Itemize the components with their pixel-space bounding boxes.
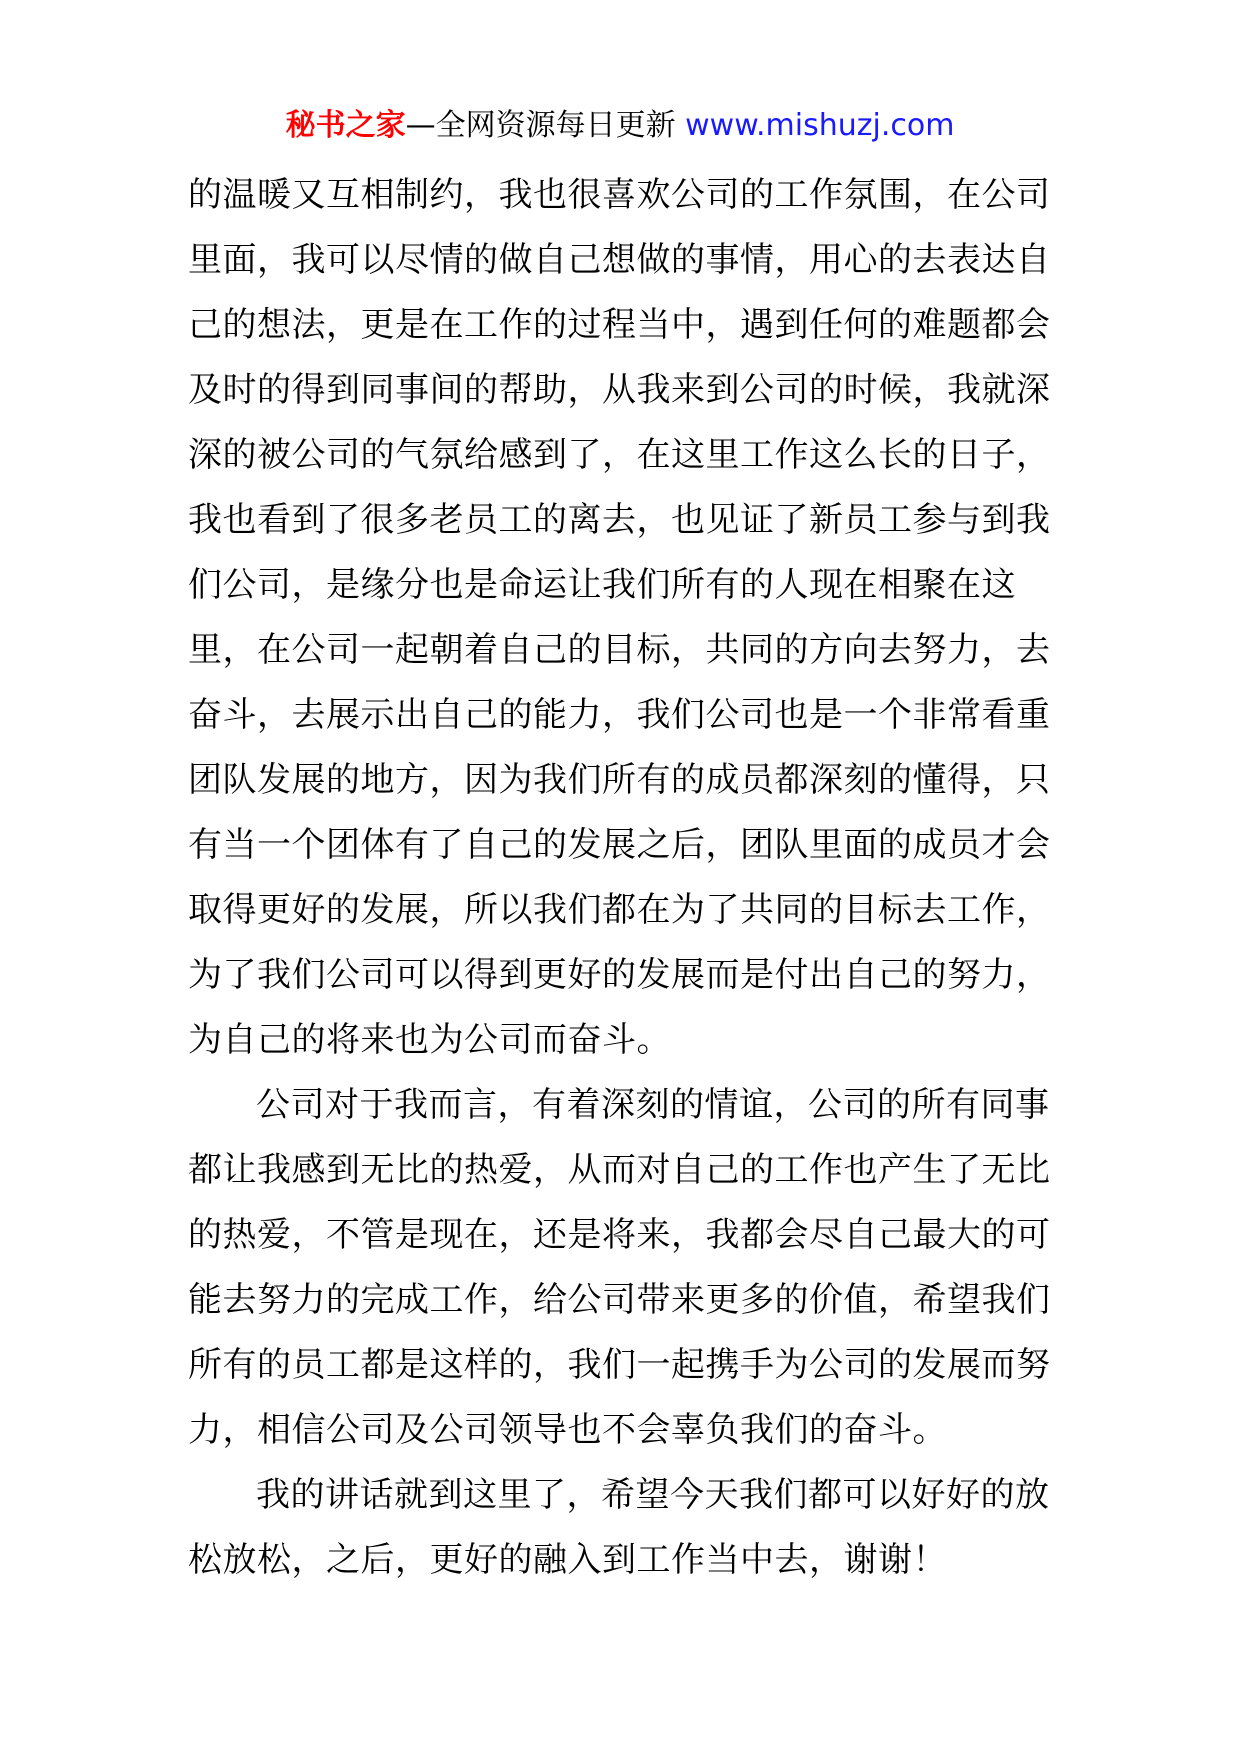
paragraph-1-line: 深的被公司的气氛给感到了，在这里工作这么长的日子， (188, 435, 1051, 475)
paragraph-2-line: 都让我感到无比的热爱，从而对自己的工作也产生了无比 (188, 1150, 1051, 1190)
paragraph-2-line: 公司对于我而言，有着深刻的情谊，公司的所有同事 (256, 1085, 1050, 1125)
paragraph-2-line: 力，相信公司及公司领导也不会辜负我们的奋斗。 (188, 1410, 947, 1450)
header-tagline: —全网资源每日更新 (405, 108, 676, 143)
paragraph-1-line: 团队发展的地方，因为我们所有的成员都深刻的懂得，只 (188, 760, 1051, 800)
paragraph-1-line: 奋斗，去展示出自己的能力，我们公司也是一个非常看重 (188, 695, 1051, 735)
paragraph-1-line: 里面，我可以尽情的做自己想做的事情，用心的去表达自 (188, 240, 1051, 280)
paragraph-1-line: 里，在公司一起朝着自己的目标，共同的方向去努力，去 (188, 630, 1051, 670)
brand-name: 秘书之家 (285, 108, 406, 143)
page-header (0, 104, 1240, 148)
paragraph-1-line: 的温暖又互相制约，我也很喜欢公司的工作氛围，在公司 (188, 175, 1051, 215)
paragraph-2-line: 的热爱，不管是现在，还是将来，我都会尽自己最大的可 (188, 1215, 1051, 1255)
site-url-link[interactable]: www.mishuzj.com (685, 108, 955, 143)
paragraph-3-line: 松放松，之后，更好的融入到工作当中去，谢谢！ (188, 1540, 947, 1580)
paragraph-2-line: 所有的员工都是这样的，我们一起携手为公司的发展而努 (188, 1345, 1051, 1385)
document-body (188, 163, 1063, 1593)
paragraph-1-line: 为自己的将来也为公司而奋斗。 (188, 1020, 671, 1060)
paragraph-1-line: 己的想法，更是在工作的过程当中，遇到任何的难题都会 (188, 305, 1051, 345)
paragraph-1-line: 们公司，是缘分也是命运让我们所有的人现在相聚在这 (188, 565, 1016, 605)
paragraph-2-line: 能去努力的完成工作，给公司带来更多的价值，希望我们 (188, 1280, 1051, 1320)
paragraph-1-line: 我也看到了很多老员工的离去，也见证了新员工参与到我 (188, 500, 1051, 540)
paragraph-1-line: 为了我们公司可以得到更好的发展而是付出自己的努力， (188, 955, 1051, 995)
paragraph-3-line: 我的讲话就到这里了，希望今天我们都可以好好的放 (256, 1475, 1050, 1515)
paragraph-1-line: 有当一个团体有了自己的发展之后，团队里面的成员才会 (188, 825, 1051, 865)
paragraph-1-line: 取得更好的发展，所以我们都在为了共同的目标去工作， (188, 890, 1051, 930)
paragraph-1-line: 及时的得到同事间的帮助，从我来到公司的时候，我就深 (188, 370, 1051, 410)
